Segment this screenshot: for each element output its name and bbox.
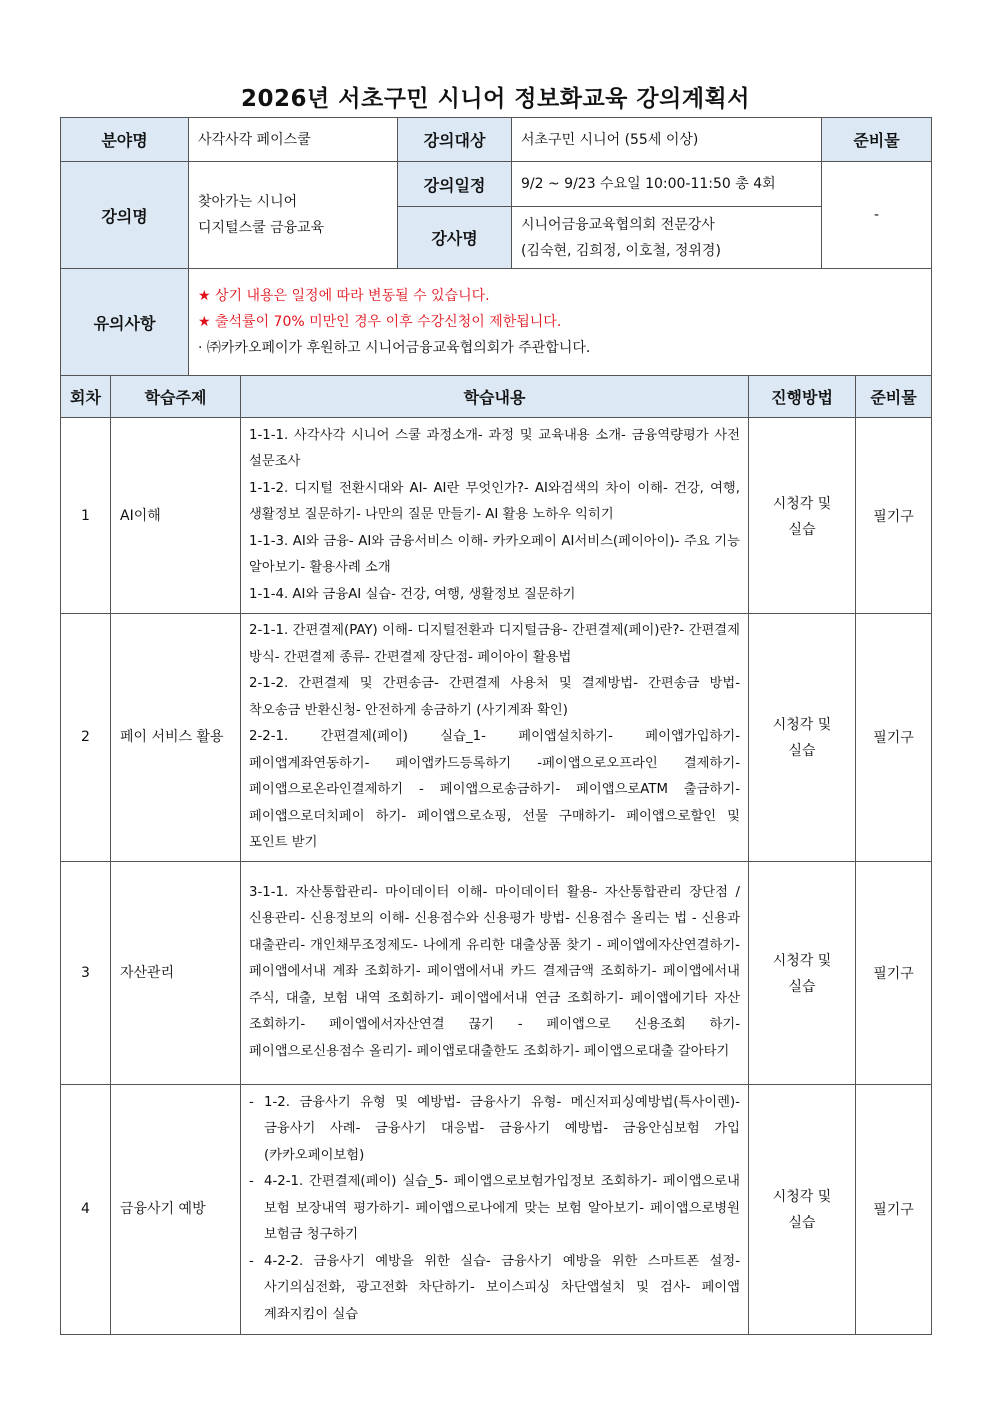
content-item: 2-1-1. 간편결제(PAY) 이해- 디지털전환과 디지털금융- 간편결제(페이)란?- 간편결제 방식- 간편결제 종류- 간편결제 장단점- 페이아이 활용법 <box>249 623 740 665</box>
content-item: 2-2-1. 간편결제(페이) 실습_1- 페이앱설치하기- 페이앱가입하기- 페이앱계좌연동하기- 페이앱카드등록하기 -페이앱으로오프라인 결제하기- 페이앱으로온라인결제하기 - 페이앱으로송금하기- 페이앱으로ATM 출금하기- 페이앱으로더치페이 하기- 페이앱으로쇼핑, 선물 구매하기- 페이앱으로할인 및 포인트 받기 <box>249 729 740 850</box>
prep: 필기구 <box>856 1084 932 1334</box>
content-item: 1-1-1. 사각사각 시니어 스쿨 과정소개- 과정 및 교육내용 소개- 금융역량평가 사전 설문조사 <box>249 427 740 470</box>
course-label: 강의명 <box>61 162 189 269</box>
content-item: - 4-2-1. 간편결제(페이) 실습_5- 페이앱으로보험가입정보 조회하기- 페이앱으로내 보험 보장내역 평가하기- 페이앱으로나에게 맞는 보험 알아보기- 페이앱으로병원 보험금 청구하기 <box>249 1174 740 1243</box>
content-item: 1-1-4. AI와 금융AI 실습- 건강, 여행, 생활정보 질문하기 <box>249 586 576 602</box>
note-item: ★ 상기 내용은 일정에 따라 변동될 수 있습니다. <box>198 288 490 304</box>
info-table <box>60 117 932 376</box>
content-item: 3-1-1. 자산통합관리- 마이데이터 이해- 마이데이터 활용- 자산통합관리 장단점 / 신용관리- 신용정보의 이해- 신용점수와 신용평가 방법- 신용점수 올리는 법 - 신용과 대출관리- 개인채무조정제도- 나에게 유리한 대출상품 찾기 - 페이앱에자산연결하기- 페이앱에서내 계좌 조회하기- 페이앱에서내 카드 결제금액 조회하기- 페이앱에서내 주식, 대출, 보험 내역 조회하기- 페이앱에서내 연금 조회하기- 페이앱에기타 자산 조회하기- 페이앱에서자산연결 끊기 - 페이앱으로 신용조회 하기- 페이앱으로신용점수 올리기- 페이앱로대출한도 조회하기- 페이앱으로대출 갈아타기 <box>249 884 740 1059</box>
col-topic: 학습주제 <box>111 376 241 418</box>
col-content: 학습내용 <box>241 376 749 418</box>
instructor-value <box>512 207 822 269</box>
topic: 페이 서비스 활용 <box>111 614 241 862</box>
schedule-value: 9/2 ~ 9/23 수요일 10:00-11:50 총 4회 <box>512 162 822 207</box>
session-number: 2 <box>61 614 111 862</box>
method: 시청각 및 실습 <box>749 418 856 614</box>
field-label: 분야명 <box>61 118 189 162</box>
notes-cell <box>189 269 932 376</box>
content-item: - 4-2-2. 금융사기 예방을 위한 실습- 금융사기 예방을 위한 스마트폰 설정- 사기의심전화, 광고전화 차단하기- 보이스피싱 차단앱설치 및 검사- 페이앱 계좌지킴이 실습 <box>249 1253 740 1322</box>
instructor-line1: 시니어금융교육협의회 전문강사 <box>521 216 715 233</box>
instructor-label: 강사명 <box>398 207 512 269</box>
table-row <box>61 418 932 614</box>
prep: 필기구 <box>856 614 932 862</box>
course-value-line2: 디지털스쿨 금융교육 <box>198 220 325 236</box>
content-item: 2-1-2. 간편결제 및 간편송금- 간편결제 사용처 및 결제방법- 간편송금 방법- 착오송금 반환신청- 안전하게 송금하기 (사기계좌 확인) <box>249 676 740 718</box>
col-session: 회차 <box>61 376 111 418</box>
session-number: 1 <box>61 418 111 614</box>
content <box>241 418 749 614</box>
course-value <box>189 162 398 269</box>
notes-label: 유의사항 <box>61 269 189 376</box>
field-value: 사각사각 페이스쿨 <box>189 118 398 162</box>
prep-value: - <box>822 162 932 269</box>
col-prep: 준비물 <box>856 376 932 418</box>
prep-label: 준비물 <box>822 118 932 162</box>
method: 시청각 및 실습 <box>749 614 856 862</box>
content-item: 1-1-2. 디지털 전환시대와 AI- AI란 무엇인가?- AI와검색의 차이 이해- 건강, 여행, 생활정보 질문하기- 나만의 질문 만들기- AI 활용 노하우 익히기 <box>249 480 740 523</box>
content <box>241 614 749 862</box>
target-label: 강의대상 <box>398 118 512 162</box>
col-method: 진행방법 <box>749 376 856 418</box>
content <box>241 1084 749 1334</box>
note-item: · ㈜카카오페이가 후원하고 시니어금융교육협의회가 주관합니다. <box>198 340 591 356</box>
schedule-table <box>60 375 932 1335</box>
table-row <box>61 1084 932 1334</box>
method: 시청각 및 실습 <box>749 1084 856 1334</box>
method: 시청각 및 실습 <box>749 861 856 1084</box>
schedule-label: 강의일정 <box>398 162 512 207</box>
course-value-line1: 찾아가는 시니어 <box>198 194 298 210</box>
content-item: - 1-2. 금융사기 유형 및 예방법- 금융사기 유형- 메신저피싱예방법(특사이렌)- 금융사기 사례- 금융사기 대응법- 금융사기 예방법- 금융안심보험 가입(카카오페이보험) <box>249 1094 740 1163</box>
session-number: 3 <box>61 861 111 1084</box>
table-row <box>61 614 932 862</box>
topic: 금융사기 예방 <box>111 1084 241 1334</box>
session-number: 4 <box>61 1084 111 1334</box>
content <box>241 861 749 1084</box>
table-row <box>61 861 932 1084</box>
prep: 필기구 <box>856 861 932 1084</box>
content-item: 1-1-3. AI와 금융- AI와 금융서비스 이해- 카카오페이 AI서비스(페이아이)- 주요 기능 알아보기- 활용사례 소개 <box>249 533 740 576</box>
page-title: 2026년 서초구민 시니어 정보화교육 강의계획서 <box>241 86 750 112</box>
prep: 필기구 <box>856 418 932 614</box>
target-value: 서초구민 시니어 (55세 이상) <box>512 118 822 162</box>
topic: 자산관리 <box>111 861 241 1084</box>
topic: AI이해 <box>111 418 241 614</box>
instructor-line2: (김숙현, 김희정, 이호철, 정위경) <box>521 242 721 259</box>
note-item: ★ 출석률이 70% 미만인 경우 이후 수강신청이 제한됩니다. <box>198 314 562 330</box>
